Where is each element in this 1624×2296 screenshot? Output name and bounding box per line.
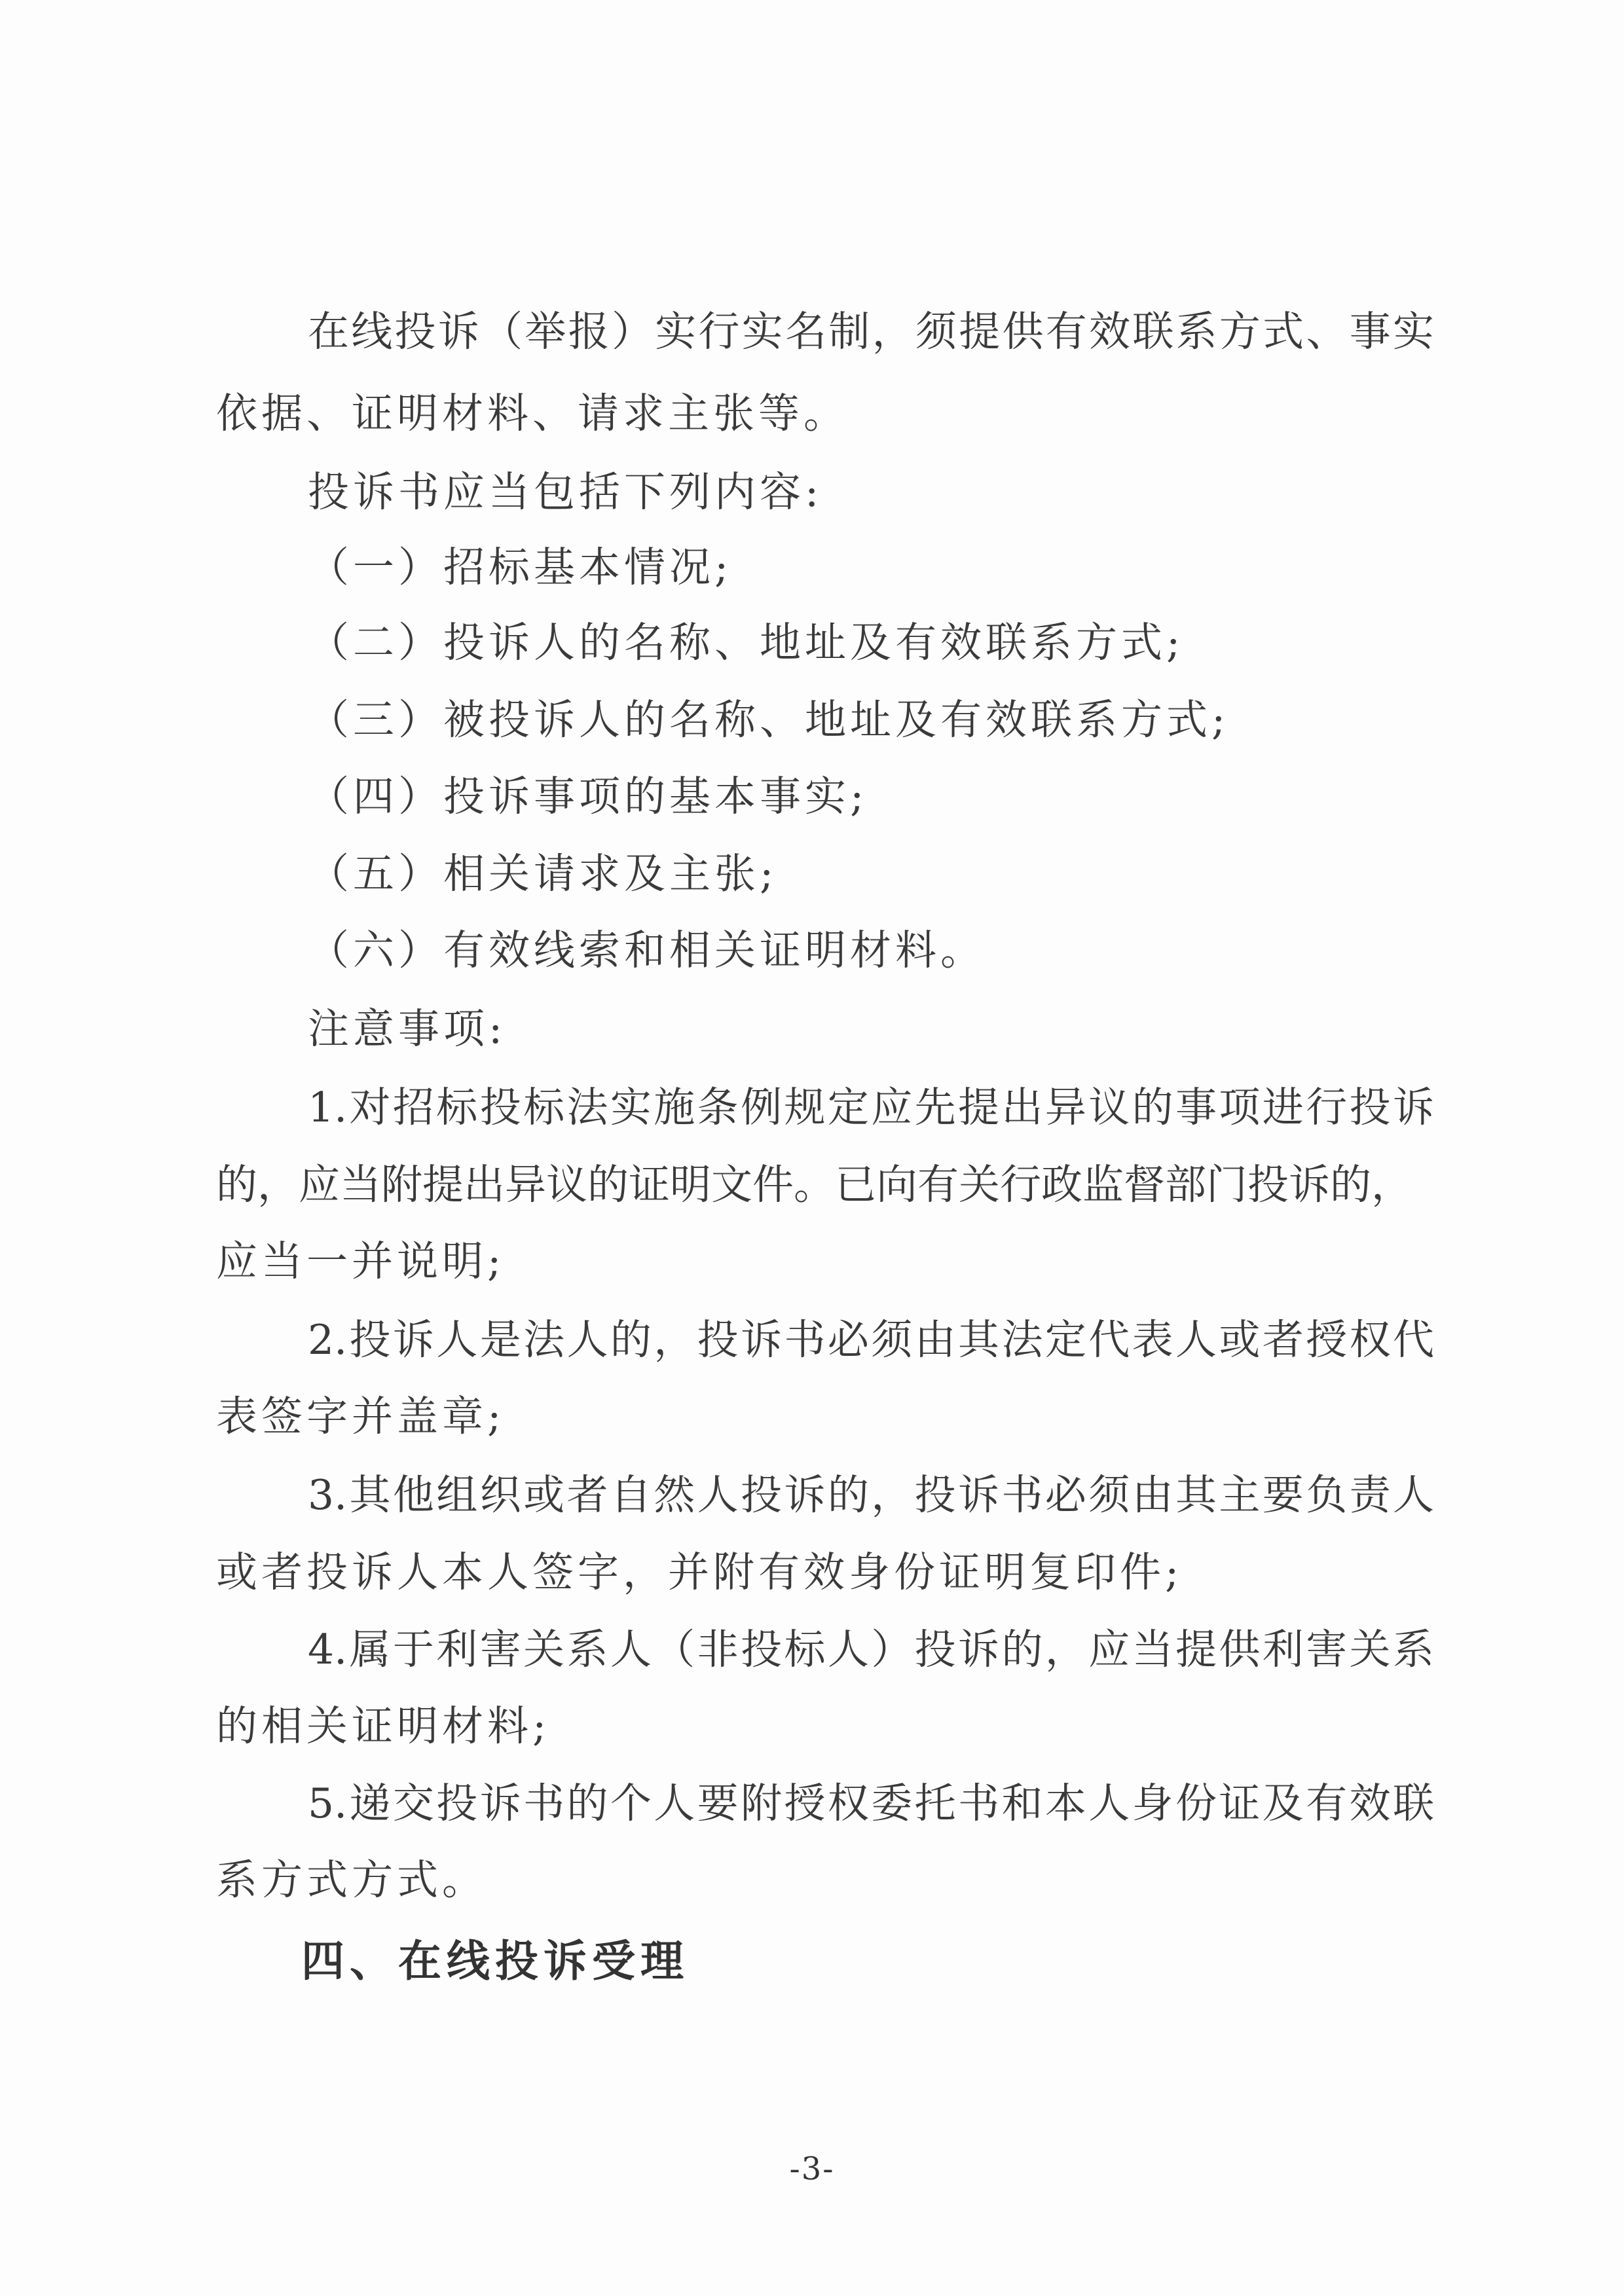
intro-line-1: 在线投诉（举报）实行实名制，须提供有效联系方式、事实 [308, 308, 1434, 355]
note-5-line-1: 5.递交投诉书的个人要附授权委托书和本人身份证及有效联 [308, 1779, 1434, 1827]
note-1-line-1: 1.对招标投标法实施条例规定应先提出异议的事项进行投诉 [308, 1084, 1434, 1131]
note-4-line-2: 的相关证明材料; [216, 1702, 551, 1750]
note-3-line-1: 3.其他组织或者自然人投诉的，投诉书必须由其主要负责人 [308, 1471, 1434, 1519]
list-item-6: （六）有效线索和相关证明材料。 [308, 926, 986, 974]
complaint-intro: 投诉书应当包括下列内容: [308, 468, 823, 516]
note-1-line-3: 应当一并说明; [216, 1237, 506, 1285]
list-item-3: （三）被投诉人的名称、地址及有效联系方式; [308, 696, 1230, 744]
page-number: -3- [789, 2151, 835, 2187]
intro-line-2: 依据、证明材料、请求主张等。 [216, 390, 849, 437]
note-3-line-2: 或者投诉人本人签字，并附有效身份证明复印件; [216, 1548, 1183, 1596]
note-1-line-2: 的，应当附提出异议的证明文件。已向有关行政监督部门投诉的， [216, 1161, 1412, 1209]
list-item-5: （五）相关请求及主张; [308, 850, 778, 898]
note-5-line-2: 系方式方式。 [216, 1856, 487, 1904]
note-2-line-2: 表签字并盖章; [216, 1393, 506, 1440]
list-item-4: （四）投诉事项的基本事实; [308, 773, 868, 820]
note-2-line-1: 2.投诉人是法人的，投诉书必须由其法定代表人或者授权代 [308, 1316, 1434, 1364]
list-item-2: （二）投诉人的名称、地址及有效联系方式; [308, 619, 1185, 666]
section-heading: 四、在线投诉受理 [301, 1936, 689, 1986]
note-4-line-1: 4.属于利害关系人（非投标人）投诉的，应当提供利害关系 [308, 1626, 1434, 1673]
list-item-1: （一）招标基本情况; [308, 543, 733, 591]
notes-title: 注意事项: [308, 1005, 507, 1053]
